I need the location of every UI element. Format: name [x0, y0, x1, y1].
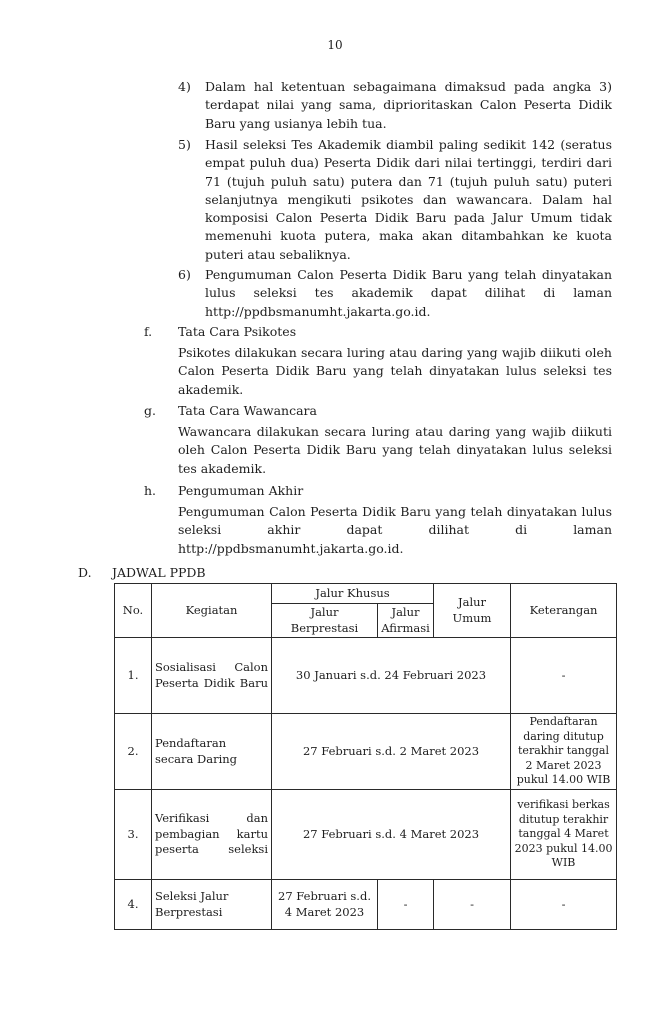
cell-keterangan: verifikasi berkas ditutup terakhir tanggal 4 Maret 2023 pukul 14.00 WIB — [511, 790, 617, 880]
cell-no: 2. — [115, 714, 152, 790]
item-number: 4) — [178, 79, 191, 94]
cell-keterangan: Pendaftaran daring ditutup terakhir tanggal 2 Maret 2023 pukul 14.00 WIB — [511, 714, 617, 790]
subsection-body-psikotes: Psikotes dilakukan secara luring atau daring yang wajib diikuti oleh Calon Peserta Didik Baru yang telah dinyatakan lulus seleksi tes akademik. — [178, 345, 612, 397]
header-no: No. — [115, 584, 152, 638]
header-kegiatan: Kegiatan — [152, 584, 272, 638]
list-item-6 — [178, 266, 612, 321]
cell-berprestasi: 27 Februari s.d. 4 Maret 2023 — [272, 880, 378, 930]
subsection-letter-h: h. — [144, 483, 157, 498]
header-jalur-khusus: Jalur Khusus — [272, 584, 434, 604]
header-jalur-umum: Jalur Umum — [434, 584, 511, 638]
subsection-title-wawancara: Tata Cara Wawancara — [178, 403, 317, 418]
header-keterangan: Keterangan — [511, 584, 617, 638]
item-number: 6) — [178, 267, 191, 282]
cell-keterangan: - — [511, 880, 617, 930]
subsection-letter-g: g. — [144, 403, 156, 418]
cell-jadwal: 27 Februari s.d. 2 Maret 2023 — [272, 714, 511, 790]
item-text: Hasil seleksi Tes Akademik diambil paling sedikit 142 (seratus empat puluh dua) Peserta Didik dari nilai tertinggi, terdiri dari 71 (tujuh puluh satu) putera dan 71 (tujuh puluh satu) puteri selanjutnya mengikuti psikotes dan wawancara. Dalam hal komposisi Calon Peserta Didik Baru pada Jalur Umum tidak memenuhi kuota putera, maka akan ditambahkan ke kuota puteri atau sebaliknya. — [205, 137, 612, 262]
list-item-5 — [178, 136, 612, 264]
cell-afirmasi: - — [378, 880, 434, 930]
header-jalur-berprestasi: Jalur Berprestasi — [272, 604, 378, 638]
subsection-title-psikotes: Tata Cara Psikotes — [178, 324, 297, 339]
header-jalur-afirmasi: Jalur Afirmasi — [378, 604, 434, 638]
cell-kegiatan: Verifikasi dan pembagian kartu peserta seleksi — [152, 790, 272, 880]
subsection-body-pengumuman: Pengumuman Calon Peserta Didik Baru yang telah dinyatakan lulus seleksi akhir dapat dilihat di laman http://ppdbsmanumht.jakarta.go.id. — [178, 504, 612, 556]
list-item-4 — [178, 78, 612, 133]
cell-umum: - — [434, 880, 511, 930]
table-row — [115, 714, 617, 790]
cell-jadwal: 27 Februari s.d. 4 Maret 2023 — [272, 790, 511, 880]
subsection-letter-f: f. — [144, 324, 153, 339]
table-row — [115, 790, 617, 880]
section-letter: D. — [78, 565, 92, 580]
cell-keterangan: - — [511, 638, 617, 714]
cell-no: 1. — [115, 638, 152, 714]
cell-kegiatan: Pendaftaran secara Daring — [152, 714, 272, 790]
item-text: Dalam hal ketentuan sebagaimana dimaksud pada angka 3) terdapat nilai yang sama, diprioritaskan Calon Peserta Didik Baru yang usianya lebih tua. — [205, 79, 612, 131]
section-title: JADWAL PPDB — [112, 565, 206, 580]
subsection-body-wawancara: Wawancara dilakukan secara luring atau daring yang wajib diikuti oleh Calon Peserta Didik Baru yang telah dinyatakan lulus seleksi tes akademik. — [178, 424, 612, 476]
cell-kegiatan: Sosialisasi Calon Peserta Didik Baru — [152, 638, 272, 714]
cell-no: 4. — [115, 880, 152, 930]
cell-jadwal: 30 Januari s.d. 24 Februari 2023 — [272, 638, 511, 714]
table-row — [115, 880, 617, 930]
cell-no: 3. — [115, 790, 152, 880]
item-text: Pengumuman Calon Peserta Didik Baru yang telah dinyatakan lulus seleksi tes akademik dapat dilihat di laman http://ppdbsmanumht.jakarta.go.id. — [205, 267, 612, 319]
subsection-title-pengumuman: Pengumuman Akhir — [178, 483, 304, 498]
cell-kegiatan: Seleksi Jalur Berprestasi — [152, 880, 272, 930]
item-number: 5) — [178, 137, 191, 152]
schedule-table — [114, 583, 617, 930]
page-number: 10 — [327, 38, 343, 52]
table-row — [115, 638, 617, 714]
